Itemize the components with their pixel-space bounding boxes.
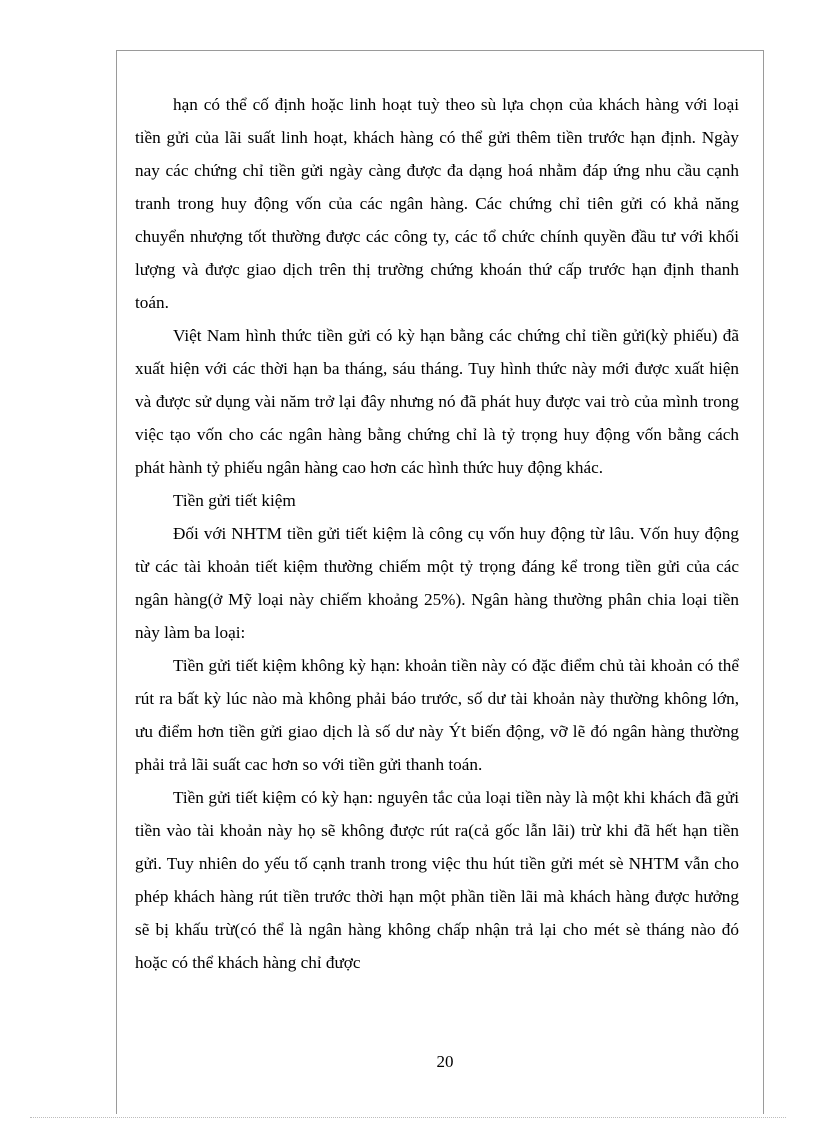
paragraph-savings-overview: Đối với NHTM tiền gửi tiết kiệm là công cụ vốn huy động từ lâu. Vốn huy động từ các tài khoản tiết kiệm thường chiếm một tỷ trọng đáng kể trong tiền gửi của các ngân hàng(ở Mỹ loại này chiếm khoảng 25%). Ngân hàng thường phân chia loại tiền này làm ba loại: xyxy=(135,524,739,642)
paragraph-vietnam-term-deposits: Việt Nam hình thức tiền gửi có kỳ hạn bằng các chứng chỉ tiền gửi(kỳ phiếu) đã xuất hiện với các thời hạn ba tháng, sáu tháng. Tuy hình thức này mới được xuất hiện và được sử dụng vài năm trở lại đây nhưng nó đã phát huy được vai trò của mình trong việc tạo vốn cho các ngân hàng bằng chứng chỉ là tỷ trọng huy động vốn bằng cách phát hành tỷ phiếu ngân hàng cao hơn các hình thức huy động khác. xyxy=(135,326,739,477)
section-heading-savings: Tiền gửi tiết kiệm xyxy=(173,491,296,510)
bottom-dotted-rule xyxy=(30,1117,786,1118)
paragraph-term-savings: Tiền gửi tiết kiệm có kỳ hạn: nguyên tắc của loại tiền này là một khi khách đã gửi tiền vào tài khoản này họ sẽ không được rút ra(cả gốc lẫn lãi) trừ khi đã hết hạn tiền gửi. Tuy nhiên do yếu tố cạnh tranh trong việc thu hút tiền gửi mét sè NHTM vẫn cho phép khách hàng rút tiền trước thời hạn một phần tiền lãi mà khách hàng được hưởng sẽ bị khấu trừ(có thể là ngân hàng không chấp nhận trả lại cho mét sè tháng nào đó hoặc có thể khách hàng chỉ được xyxy=(135,788,739,972)
paragraph-demand-savings: Tiền gửi tiết kiệm không kỳ hạn: khoản tiền này có đặc điểm chủ tài khoản có thể rút ra bất kỳ lúc nào mà không phải báo trước, số dư tài khoản này thường không lớn, ưu điểm hơn tiền gửi giao dịch là số dư này Ýt biến động, vỡ lẽ đó ngân hàng thường phải trả lãi suất cac hơn so với tiền gửi thanh toán. xyxy=(135,656,739,774)
paragraph-certificate-deposits: hạn có thể cố định hoặc linh hoạt tuỳ theo sù lựa chọn của khách hàng với loại tiền gửi của lãi suất linh hoạt, khách hàng có thể gửi thêm tiền trước hạn định. Ngày nay các chứng chỉ tiền gửi ngày càng được đa dạng hoá nhằm đáp ứng nhu cầu cạnh tranh trong huy động vốn của các ngân hàng. Các chứng chỉ tiên gửi có khả năng chuyển nhượng tốt thường được các công ty, các tổ chức chính quyền đầu tư với khối lượng và được giao dịch trên thị trường chứng khoán thứ cấp trước hạn định thanh toán. xyxy=(135,95,739,312)
page-number: 20 xyxy=(436,1052,454,1071)
document-body xyxy=(135,88,739,979)
